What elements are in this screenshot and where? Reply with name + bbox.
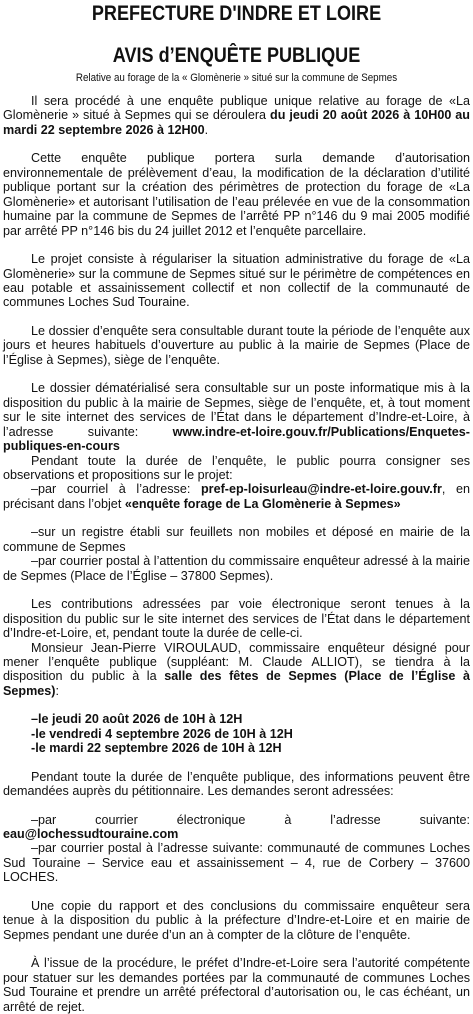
paragraph-report: Une copie du rapport et des conclusions du commissaire enquêteur sera tenue à la disposition du public à la préfecture d’Indre-et-Loire et en mairie de Sepmes pendant une durée d’un an à compter de la clôture de l’enquête. xyxy=(3,898,470,942)
contact-email: eau@lochessudtouraine.com xyxy=(3,827,179,842)
paragraph-email-contact: –par courrier électronique à l’adresse suivante: eau@lochessudtouraine.com xyxy=(3,812,470,842)
session-list xyxy=(3,712,470,755)
paragraph-intro: Il sera procédé à une enquête publique unique relative au forage de «La Glomènerie » situé à Sepmes qui se déroulera du jeudi 20 août 2026 à 10H00 au mardi 22 septembre 2026 à 12H00. xyxy=(3,94,470,137)
paragraph-commissioner: Monsieur Jean-Pierre VIROULAUD, commissaire enquêteur désigné pour mener l’enquête publique (suppléant: M. Claude ALLIOT), se tiendra à la disposition du public à la salle des fêtes de Sepmes (Place de l’Église à Sepmes): xyxy=(3,640,470,698)
paragraph-dossier: Le dossier d’enquête sera consultable durant toute la période de l’enquête aux jours et heures habituels d’ouverture au public à la mairie de Sepmes (Place de l’Église à Sepmes), siège de l’enquête. xyxy=(3,323,470,367)
email-subject: «enquête forage de La Glomènerie à Sepmes» xyxy=(124,496,401,511)
paragraph-online-dossier: Le dossier dématérialisé sera consultable sur un poste informatique mis à la disposition du public à la mairie de Sepmes, siège de l’enquête, et, à tout moment sur le site internet des services de l’État dans le département d’Indre-et-Loire, à l’adresse suivante: www.indre-et-loire.gouv.fr/Publications/Enquetes-publiques-en-cours xyxy=(3,381,470,454)
paragraph-postal-contact: –par courrier postal à l’adresse suivante: communauté de communes Loches Sud Touraine – Service eau et assainissement – 4, rue de Corbery – 37600 LOCHES. xyxy=(3,841,470,885)
notice-heading: AVIS d’ENQUÊTE PUBLIQUE xyxy=(112,44,361,67)
paragraph-contributions: Les contributions adressées par voie électronique seront tenues à la disposition du public sur le site internet des services de l’État dans le département d’Indre-et-Loire, et, pendant toute la durée de celle-ci. xyxy=(3,597,470,641)
paragraph-postal: –par courrier postal à l’attention du commissaire enquêteur adressé à la mairie de Sepmes (Place de l’Église – 37800 Sepmes). xyxy=(3,554,470,583)
venue: salle des fêtes de Sepmes (Place de l’Église à Sepmes) xyxy=(3,669,470,698)
session-item: -le vendredi 4 septembre 2026 de 10H à 12H xyxy=(31,726,293,741)
paragraph-purpose: Cette enquête publique portera surla demande d’autorisation environnementale de prélèvement d’eau, la modification de la déclaration d’utilité publique portant sur la création des périmètres de protection du forage de «La Glomènerie» et autorisant l’utilisation de l’eau prélevée en vue de la consommation humaine par la commune de Sepmes de l’arrêté PP n°146 du 9 mai 2005 modifié par arrêté PP n°146 bis du 24 juillet 2012 et l’enquête parcellaire. xyxy=(3,151,470,238)
session-item: -le mardi 22 septembre 2026 de 10H à 12H xyxy=(31,741,282,756)
publication-url: www.indre-et-loire.gouv.fr/Publications/Enquetes-publiques-en-cours xyxy=(3,424,470,454)
prefecture-email: pref-ep-loisurleau@indre-et-loire.gouv.fr xyxy=(200,482,442,497)
notice-subtitle: Relative au forage de la « Glomènerie » situé sur la commune de Sepmes xyxy=(75,72,398,84)
paragraph-register: –sur un registre établi sur feuillets non mobiles et déposé en mairie de la commune de Sepmes xyxy=(3,525,470,554)
document-title: PREFECTURE D'INDRE ET LOIRE xyxy=(91,2,382,25)
enquiry-dates: du jeudi 20 août 2026 à 10H00 au mardi 22 septembre 2026 à 12H00 xyxy=(3,108,470,137)
paragraph-information: Pendant toute la durée de l’enquête publique, des informations peuvent être demandées auprès du pétitionnaire. Les demandes seront adressées: xyxy=(3,769,470,799)
session-item: –le jeudi 20 août 2026 de 10H à 12H xyxy=(31,712,243,727)
paragraph-observations: Pendant toute la durée de l’enquête, le public pourra consigner ses observations et propositions sur le projet: xyxy=(3,453,470,482)
paragraph-project: Le projet consiste à régulariser la situation administrative du forage de «La Glomènerie» sur la commune de Sepmes situé sur le périmètre de compétences en eau potable et assainissement collectif et non collectif de la communauté de communes Loches Sud Touraine. xyxy=(3,252,470,310)
paragraph-email-method: –par courriel à l’adresse: pref-ep-loisurleau@indre-et-loire.gouv.fr, en précisant dans l’objet «enquête forage de La Glomènerie à Sepmes» xyxy=(3,482,470,511)
paragraph-conclusion: À l’issue de la procédure, le préfet d’Indre-et-Loire sera l’autorité compétente pour statuer sur les demandes portées par la communauté de communes Loches Sud Touraine et prendre un arrêté préfectoral d’autorisation ou, le cas échéant, un arrêté de rejet. xyxy=(3,956,470,1014)
